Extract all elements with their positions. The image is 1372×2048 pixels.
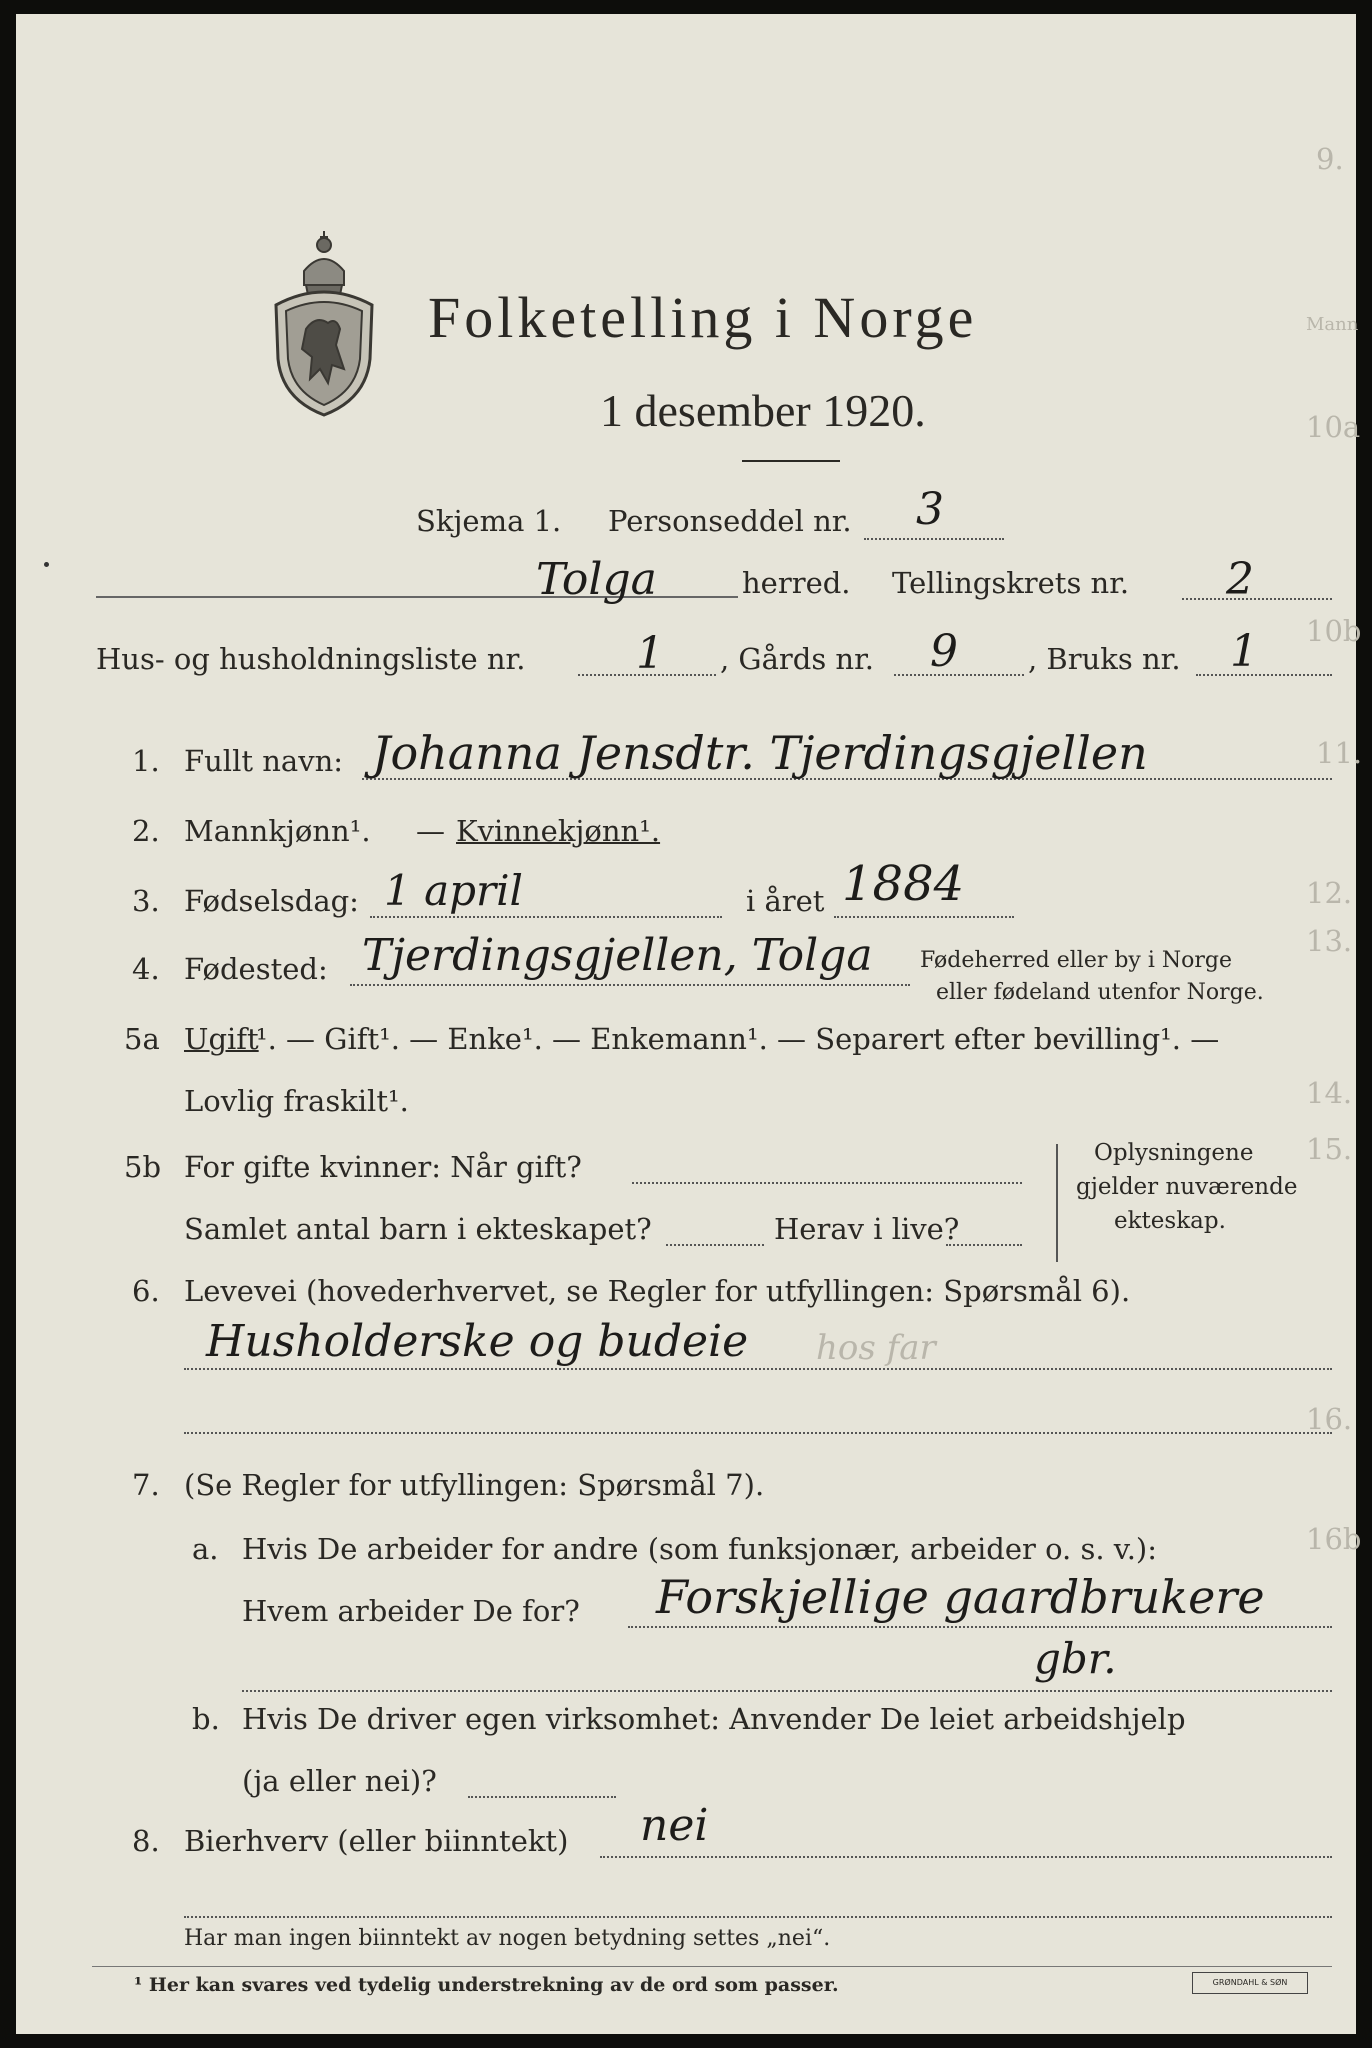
q5b-note-line2: gjelder nuværende [1076,1174,1298,1200]
q3-label: Fødselsdag: [184,884,359,918]
census-form [16,14,1363,2034]
q1-number: 1. [132,744,160,778]
q4-number: 4. [132,952,160,986]
occupation-value: Husholderske og budeie [206,1316,749,1367]
q5a-ugift-underlined: Ugift [184,1022,259,1056]
personseddel-label: Personseddel nr. [608,504,852,538]
ink-mark [44,562,49,567]
q7b-letter: b. [192,1702,220,1736]
q6-label: Levevei (hovederhvervet, se Regler for utfyllingen: Spørsmål 6). [184,1274,1131,1308]
q3-number: 3. [132,884,160,918]
printer-stamp: GRØNDAHL & SØN [1192,1972,1308,1994]
bruks-label: , Bruks nr. [1028,642,1181,676]
q7b-label: Hvis De driver egen virksomhet: Anvender De leiet arbeidshjelp [242,1702,1186,1736]
bleed-number-14: 14. [1306,1076,1353,1110]
bleed-number-9: 9. [1316,142,1344,176]
bleed-number-10b: 10b [1306,614,1362,648]
gards-line [894,674,1024,676]
personseddel-value: 3 [916,484,944,535]
q5b-note-line1: Oplysningene [1094,1140,1254,1166]
herred-label: herred. [742,566,851,600]
tellingskrets-label: Tellingskrets nr. [892,566,1130,600]
q7a-label: Hvis De arbeider for andre (som funksjonær, arbeider o. s. v.): [242,1532,1158,1566]
q4-line [350,984,910,986]
q3-day-line [370,916,722,918]
form-title: Folketelling i Norge [428,285,978,350]
bleed-number-16: 16. [1306,1402,1353,1436]
q5b-brace [1056,1144,1059,1262]
q2-male: Mannkjønn¹. [184,814,371,848]
bruks-value: 1 [1230,626,1258,677]
schema-label: Skjema 1. [416,504,562,538]
q6-number: 6. [132,1274,160,1308]
tellingskrets-value: 2 [1226,554,1254,605]
side-income-value: nei [640,1800,709,1851]
bleed-number-11: 11. [1316,736,1363,770]
q8-line1 [600,1856,1332,1858]
q7b-question: (ja eller nei)? [242,1764,437,1798]
q6-line2 [184,1432,1332,1434]
q1-label: Fullt navn: [184,744,344,778]
q5b-alive: Herav i live? [774,1212,960,1246]
q2-separator: — [416,814,445,848]
q5b-note-line3: ekteskap. [1114,1208,1226,1234]
hus-value: 1 [636,628,664,679]
personseddel-line [864,538,1004,540]
q3-year-label: i året [746,884,825,918]
gards-label: , Gårds nr. [720,642,874,676]
bleed-number-10a: 10a [1306,410,1361,444]
q5b-number: 5b [124,1150,162,1184]
q5a-number: 5a [124,1022,160,1056]
q5a-options: ¹. — Gift¹. — Enke¹. — Enkemann¹. — Separert efter bevilling¹. — [256,1022,1220,1056]
form-date: 1 desember 1920. [600,385,926,436]
bleed-number-15: 15. [1306,1132,1353,1166]
birthplace-value: Tjerdingsgjellen, Tolga [362,930,873,981]
gards-value: 9 [930,626,958,677]
employer-value-continued: gbr. [1034,1634,1117,1683]
bleed-number-13: 13. [1306,924,1353,958]
q7a-line1 [628,1626,1332,1628]
q8-number: 8. [132,1824,160,1858]
bleed-label-mann: Mann [1306,314,1359,335]
bleed-number-12: 12. [1306,876,1353,910]
footer-divider [92,1966,1332,1967]
q2-number: 2. [132,814,160,848]
q3-year-line [834,916,1014,918]
birth-year-value: 1884 [842,856,965,912]
q5a-line2: Lovlig fraskilt¹. [184,1084,409,1118]
q4-note-line2: eller fødeland utenfor Norge. [936,980,1264,1005]
title-divider [742,460,840,462]
q5b-alive-line [946,1244,1022,1246]
q2-female-underlined: Kvinnekjønn¹. [456,814,661,848]
bleed-number-16b: 16b [1306,1522,1362,1556]
employer-value: Forskjellige gaardbrukere [656,1570,1265,1624]
q7-label: (Se Regler for utfyllingen: Spørsmål 7). [184,1468,765,1502]
footnote: ¹ Her kan svares ved tydelig understrekning av de ord som passer. [134,1974,839,1996]
footer-note: Har man ingen biinntekt av nogen betydning settes „nei“. [184,1926,831,1951]
q4-note-line1: Fødeherred eller by i Norge [920,948,1232,973]
hus-label: Hus- og husholdningsliste nr. [96,642,526,676]
birth-day-value: 1 april [384,866,523,915]
q7a-line2 [242,1690,1332,1692]
q8-label: Bierhverv (eller biinntekt) [184,1824,569,1858]
q5b-children-line [666,1244,764,1246]
q7a-question: Hvem arbeider De for? [242,1594,580,1628]
coat-of-arms-icon [266,219,382,419]
tellingskrets-line [1182,598,1332,600]
q8-line2 [184,1916,1332,1918]
q7a-letter: a. [192,1532,219,1566]
q6-line1 [184,1368,1332,1370]
bruks-line [1196,674,1332,676]
q5b-children: Samlet antal barn i ekteskapet? [184,1212,652,1246]
q5b-when-married: For gifte kvinner: Når gift? [184,1150,582,1184]
herred-value: Tolga [536,554,657,605]
occupation-faint-value: hos far [816,1328,936,1368]
full-name-value: Johanna Jensdtr. Tjerdingsgjellen [372,726,1148,780]
q4-label: Fødested: [184,952,328,986]
q7-number: 7. [132,1468,160,1502]
q7b-line [468,1796,616,1798]
q5b-married-line [632,1182,1022,1184]
